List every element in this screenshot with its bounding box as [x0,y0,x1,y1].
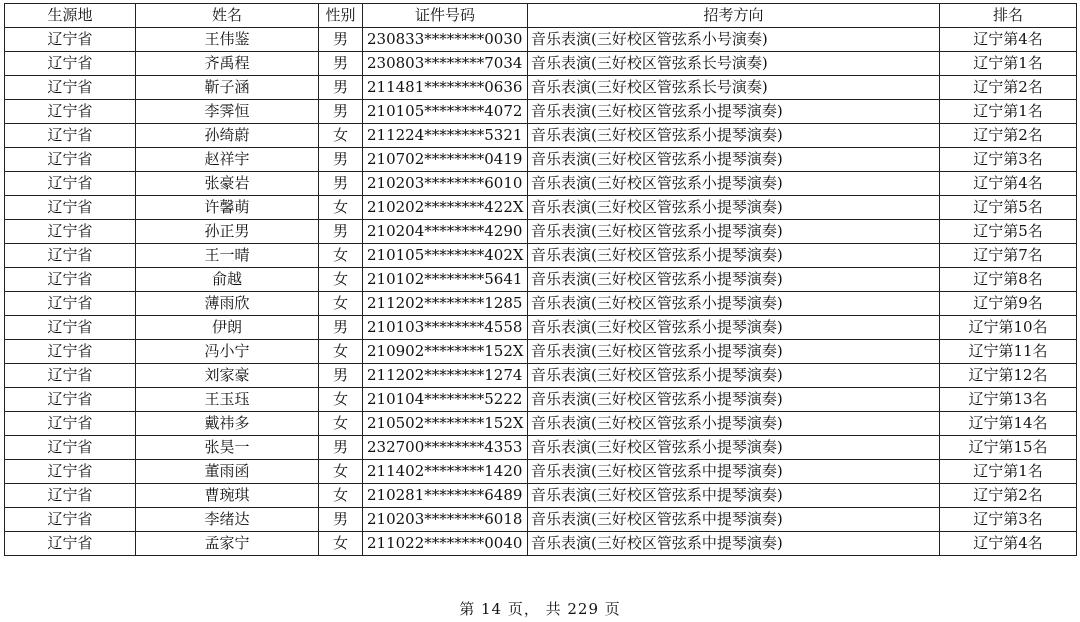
cell-id-number: 210902********152X [363,340,528,364]
cell-origin: 辽宁省 [5,292,136,316]
cell-name: 曹琬琪 [136,484,319,508]
cell-gender: 女 [319,412,363,436]
cell-rank: 辽宁第4名 [940,28,1077,52]
table-row [5,124,1077,148]
cell-origin: 辽宁省 [5,124,136,148]
cell-name: 张豪岩 [136,172,319,196]
table-row [5,340,1077,364]
cell-gender: 男 [319,100,363,124]
table-row [5,412,1077,436]
cell-direction: 音乐表演(三好校区管弦系长号演奏) [528,52,940,76]
cell-gender: 女 [319,340,363,364]
cell-gender: 女 [319,388,363,412]
table-row [5,460,1077,484]
cell-name: 李绪达 [136,508,319,532]
table-row [5,316,1077,340]
cell-rank: 辽宁第13名 [940,388,1077,412]
table-row [5,508,1077,532]
cell-gender: 女 [319,268,363,292]
cell-direction: 音乐表演(三好校区管弦系小提琴演奏) [528,220,940,244]
cell-name: 靳子涵 [136,76,319,100]
cell-id-number: 210502********152X [363,412,528,436]
cell-gender: 女 [319,532,363,556]
cell-gender: 男 [319,316,363,340]
cell-origin: 辽宁省 [5,244,136,268]
cell-direction: 音乐表演(三好校区管弦系小提琴演奏) [528,292,940,316]
table-row [5,76,1077,100]
cell-id-number: 210702********0419 [363,148,528,172]
table-row [5,268,1077,292]
cell-direction: 音乐表演(三好校区管弦系小提琴演奏) [528,436,940,460]
cell-direction: 音乐表演(三好校区管弦系小提琴演奏) [528,196,940,220]
cell-origin: 辽宁省 [5,220,136,244]
cell-rank: 辽宁第5名 [940,196,1077,220]
cell-gender: 男 [319,364,363,388]
table-row [5,292,1077,316]
cell-gender: 女 [319,244,363,268]
table-header-row [5,4,1077,28]
cell-name: 刘家豪 [136,364,319,388]
cell-origin: 辽宁省 [5,28,136,52]
cell-origin: 辽宁省 [5,460,136,484]
cell-origin: 辽宁省 [5,148,136,172]
header-direction: 招考方向 [528,4,940,28]
cell-id-number: 210102********5641 [363,268,528,292]
cell-rank: 辽宁第7名 [940,244,1077,268]
cell-origin: 辽宁省 [5,484,136,508]
table-row [5,532,1077,556]
cell-id-number: 230833********0030 [363,28,528,52]
cell-rank: 辽宁第3名 [940,148,1077,172]
header-rank: 排名 [940,4,1077,28]
cell-direction: 音乐表演(三好校区管弦系小提琴演奏) [528,316,940,340]
cell-rank: 辽宁第11名 [940,340,1077,364]
table-row [5,148,1077,172]
table-row [5,172,1077,196]
cell-id-number: 230803********7034 [363,52,528,76]
cell-rank: 辽宁第2名 [940,76,1077,100]
table-body [5,28,1077,556]
cell-gender: 女 [319,292,363,316]
cell-rank: 辽宁第8名 [940,268,1077,292]
cell-gender: 女 [319,484,363,508]
cell-origin: 辽宁省 [5,172,136,196]
cell-id-number: 210203********6018 [363,508,528,532]
cell-name: 冯小宁 [136,340,319,364]
cell-direction: 音乐表演(三好校区管弦系小提琴演奏) [528,364,940,388]
cell-origin: 辽宁省 [5,436,136,460]
cell-rank: 辽宁第2名 [940,484,1077,508]
cell-id-number: 211402********1420 [363,460,528,484]
cell-name: 张昊一 [136,436,319,460]
cell-gender: 男 [319,28,363,52]
cell-name: 王一晴 [136,244,319,268]
cell-name: 戴祎多 [136,412,319,436]
cell-id-number: 210203********6010 [363,172,528,196]
cell-rank: 辽宁第9名 [940,292,1077,316]
cell-name: 薄雨欣 [136,292,319,316]
table-row [5,28,1077,52]
cell-direction: 音乐表演(三好校区管弦系中提琴演奏) [528,532,940,556]
table-row [5,100,1077,124]
cell-origin: 辽宁省 [5,340,136,364]
admissions-table [4,3,1077,556]
cell-direction: 音乐表演(三好校区管弦系小提琴演奏) [528,268,940,292]
cell-origin: 辽宁省 [5,196,136,220]
cell-origin: 辽宁省 [5,388,136,412]
cell-gender: 男 [319,172,363,196]
cell-rank: 辽宁第15名 [940,436,1077,460]
cell-rank: 辽宁第12名 [940,364,1077,388]
cell-id-number: 210105********402X [363,244,528,268]
cell-direction: 音乐表演(三好校区管弦系小提琴演奏) [528,388,940,412]
cell-name: 孙绮蔚 [136,124,319,148]
cell-direction: 音乐表演(三好校区管弦系小提琴演奏) [528,124,940,148]
cell-origin: 辽宁省 [5,52,136,76]
table-row [5,52,1077,76]
cell-rank: 辽宁第14名 [940,412,1077,436]
cell-rank: 辽宁第1名 [940,52,1077,76]
cell-id-number: 211022********0040 [363,532,528,556]
cell-direction: 音乐表演(三好校区管弦系小提琴演奏) [528,244,940,268]
cell-rank: 辽宁第10名 [940,316,1077,340]
cell-gender: 女 [319,460,363,484]
cell-direction: 音乐表演(三好校区管弦系小号演奏) [528,28,940,52]
cell-id-number: 211481********0636 [363,76,528,100]
cell-direction: 音乐表演(三好校区管弦系长号演奏) [528,76,940,100]
cell-rank: 辽宁第4名 [940,532,1077,556]
header-name: 姓名 [136,4,319,28]
cell-name: 孟家宁 [136,532,319,556]
cell-name: 王玉珏 [136,388,319,412]
table-row [5,436,1077,460]
cell-direction: 音乐表演(三好校区管弦系小提琴演奏) [528,148,940,172]
table-row [5,484,1077,508]
cell-id-number: 210202********422X [363,196,528,220]
cell-rank: 辽宁第1名 [940,460,1077,484]
cell-rank: 辽宁第2名 [940,124,1077,148]
cell-id-number: 210104********5222 [363,388,528,412]
cell-rank: 辽宁第3名 [940,508,1077,532]
cell-origin: 辽宁省 [5,532,136,556]
page-number: 第 14 页， 共 229 页 [459,600,621,618]
cell-name: 俞越 [136,268,319,292]
cell-gender: 女 [319,124,363,148]
cell-gender: 男 [319,508,363,532]
cell-id-number: 210105********4072 [363,100,528,124]
cell-id-number: 211224********5321 [363,124,528,148]
cell-name: 孙正男 [136,220,319,244]
cell-id-number: 210281********6489 [363,484,528,508]
cell-direction: 音乐表演(三好校区管弦系小提琴演奏) [528,412,940,436]
cell-id-number: 210103********4558 [363,316,528,340]
header-id-number: 证件号码 [363,4,528,28]
cell-name: 赵祥宇 [136,148,319,172]
cell-direction: 音乐表演(三好校区管弦系中提琴演奏) [528,508,940,532]
cell-origin: 辽宁省 [5,412,136,436]
cell-gender: 女 [319,196,363,220]
cell-name: 董雨函 [136,460,319,484]
cell-origin: 辽宁省 [5,364,136,388]
table-row [5,364,1077,388]
cell-direction: 音乐表演(三好校区管弦系小提琴演奏) [528,100,940,124]
header-origin: 生源地 [5,4,136,28]
cell-name: 许馨萌 [136,196,319,220]
header-gender: 性别 [319,4,363,28]
cell-direction: 音乐表演(三好校区管弦系中提琴演奏) [528,460,940,484]
cell-id-number: 211202********1285 [363,292,528,316]
table-row [5,220,1077,244]
cell-origin: 辽宁省 [5,316,136,340]
cell-origin: 辽宁省 [5,76,136,100]
cell-name: 伊朗 [136,316,319,340]
table-row [5,196,1077,220]
cell-rank: 辽宁第1名 [940,100,1077,124]
cell-gender: 男 [319,436,363,460]
cell-gender: 男 [319,220,363,244]
table-row [5,244,1077,268]
cell-rank: 辽宁第4名 [940,172,1077,196]
cell-rank: 辽宁第5名 [940,220,1077,244]
cell-gender: 男 [319,52,363,76]
cell-direction: 音乐表演(三好校区管弦系小提琴演奏) [528,340,940,364]
cell-direction: 音乐表演(三好校区管弦系中提琴演奏) [528,484,940,508]
cell-direction: 音乐表演(三好校区管弦系小提琴演奏) [528,172,940,196]
cell-name: 李霁恒 [136,100,319,124]
cell-gender: 男 [319,76,363,100]
cell-origin: 辽宁省 [5,268,136,292]
cell-id-number: 210204********4290 [363,220,528,244]
cell-origin: 辽宁省 [5,508,136,532]
cell-id-number: 232700********4353 [363,436,528,460]
table-row [5,388,1077,412]
cell-name: 齐禹程 [136,52,319,76]
cell-gender: 男 [319,148,363,172]
cell-name: 王伟鉴 [136,28,319,52]
cell-origin: 辽宁省 [5,100,136,124]
cell-id-number: 211202********1274 [363,364,528,388]
